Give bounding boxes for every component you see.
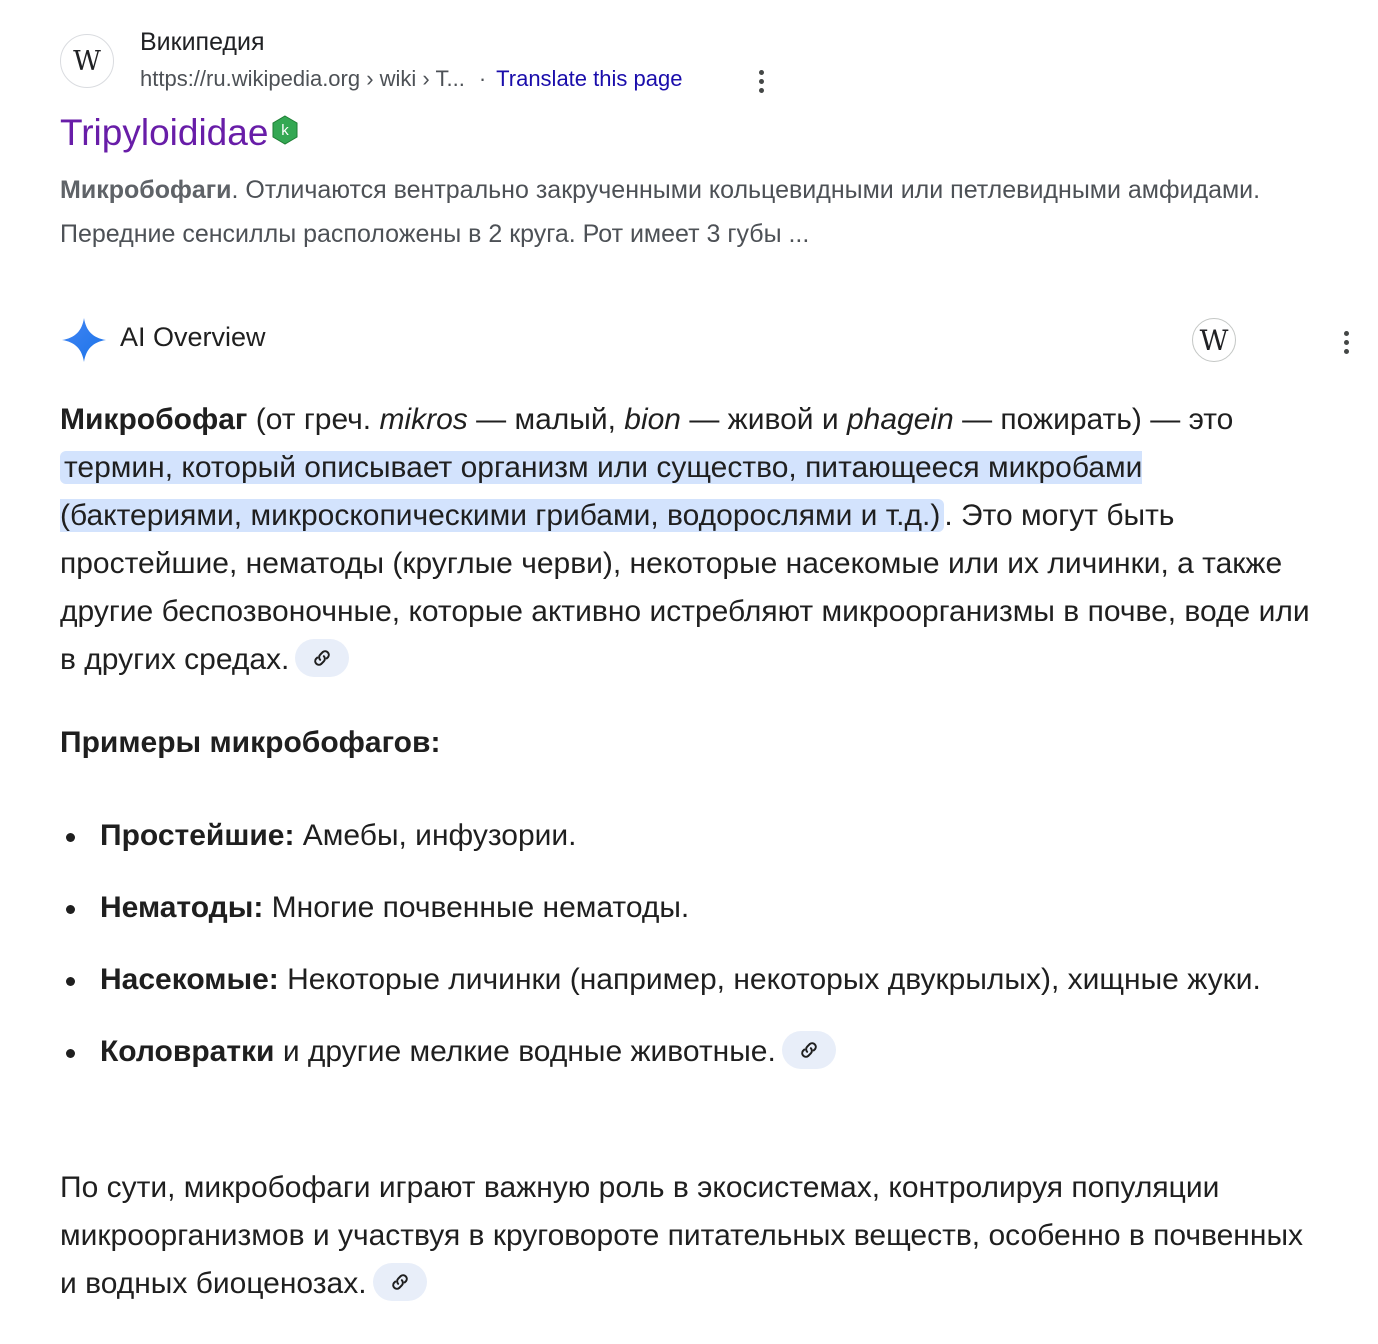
p2-text: По сути, микробофаги играют важную роль в экосистемах, контролируя популяции микроорганизмов и участвуя в круговороте питательных веществ, особенно в почвенных и водных биоценозах. bbox=[60, 1171, 1304, 1300]
example-text: Некоторые личинки (например, некоторых двукрылых), хищные жуки. bbox=[278, 963, 1261, 996]
ai-paragraph-1 bbox=[60, 396, 1320, 684]
wikipedia-source-icon[interactable]: W bbox=[1192, 318, 1236, 362]
site-favicon[interactable]: W bbox=[60, 34, 114, 88]
p1-text-2: — малый, bbox=[467, 403, 625, 436]
example-text: и другие мелкие водные животные. bbox=[274, 1035, 776, 1068]
term-bold: Микробофаг bbox=[60, 403, 248, 436]
citation-link-icon[interactable] bbox=[782, 1031, 836, 1069]
example-label: Коловратки bbox=[100, 1035, 275, 1068]
p1-text-1: (от греч. bbox=[247, 403, 380, 436]
site-name[interactable]: Википедия bbox=[140, 28, 265, 56]
snippet-text: . Отличаются вентрально закрученными кольцевидными или петлевидными амфидами. Передние сенсиллы расположены в 2 круга. Рот имеет 3 губы ... bbox=[60, 176, 1261, 248]
result-snippet bbox=[60, 168, 1290, 256]
list-item bbox=[60, 1028, 1320, 1076]
p1-text-4: — пожирать) — это bbox=[953, 403, 1234, 436]
site-url-row bbox=[140, 66, 682, 92]
ai-paragraph-2 bbox=[60, 1164, 1320, 1308]
highlighted-definition[interactable]: термин, который описывает организм или существо, питающееся микробами (бактериями, микроскопическими грибами, водорослями и т.д.) bbox=[60, 451, 1143, 532]
p1-italic-3: phagein bbox=[846, 403, 954, 436]
ai-sparkle-icon bbox=[60, 316, 108, 364]
site-url[interactable]: https://ru.wikipedia.org › wiki › T... bbox=[140, 66, 465, 91]
separator-dot: · bbox=[478, 66, 487, 91]
p1-text-3: — живой и bbox=[680, 403, 847, 436]
list-item bbox=[60, 884, 1320, 932]
citation-link-icon[interactable] bbox=[373, 1263, 427, 1301]
example-text: Амебы, инфузории. bbox=[294, 819, 577, 852]
example-label: Простейшие: bbox=[100, 819, 295, 852]
examples-heading: Примеры микробофагов: bbox=[60, 726, 441, 759]
example-text: Многие почвенные нематоды. bbox=[263, 891, 690, 924]
k-badge-letter: k bbox=[281, 122, 290, 139]
k-badge-icon bbox=[270, 115, 300, 145]
example-label: Нематоды: bbox=[100, 891, 264, 924]
p1-italic-2: bion bbox=[624, 403, 681, 436]
result-title-link[interactable] bbox=[60, 112, 300, 154]
citation-link-icon[interactable] bbox=[295, 639, 349, 677]
list-item bbox=[60, 812, 1320, 860]
example-label: Насекомые: bbox=[100, 963, 279, 996]
result-title[interactable]: Tripyloididae bbox=[60, 112, 269, 153]
p1-italic-1: mikros bbox=[379, 403, 468, 436]
list-item bbox=[60, 956, 1320, 1004]
p1-text-5: . Это могут быть простейшие, нематоды (круглые черви), некоторые насекомые или их личинки, а также другие беспозвоночные, которые активно истребляют микроорганизмы в почве, воде или в других средах. bbox=[60, 499, 1310, 676]
result-more-options-icon[interactable] bbox=[748, 66, 774, 96]
ai-more-options-icon[interactable] bbox=[1334, 326, 1358, 358]
ai-overview-title: AI Overview bbox=[120, 322, 266, 352]
translate-page-link[interactable]: Translate this page bbox=[496, 66, 683, 91]
examples-list bbox=[60, 812, 1320, 1100]
snippet-bold: Микробофаги bbox=[60, 176, 232, 204]
